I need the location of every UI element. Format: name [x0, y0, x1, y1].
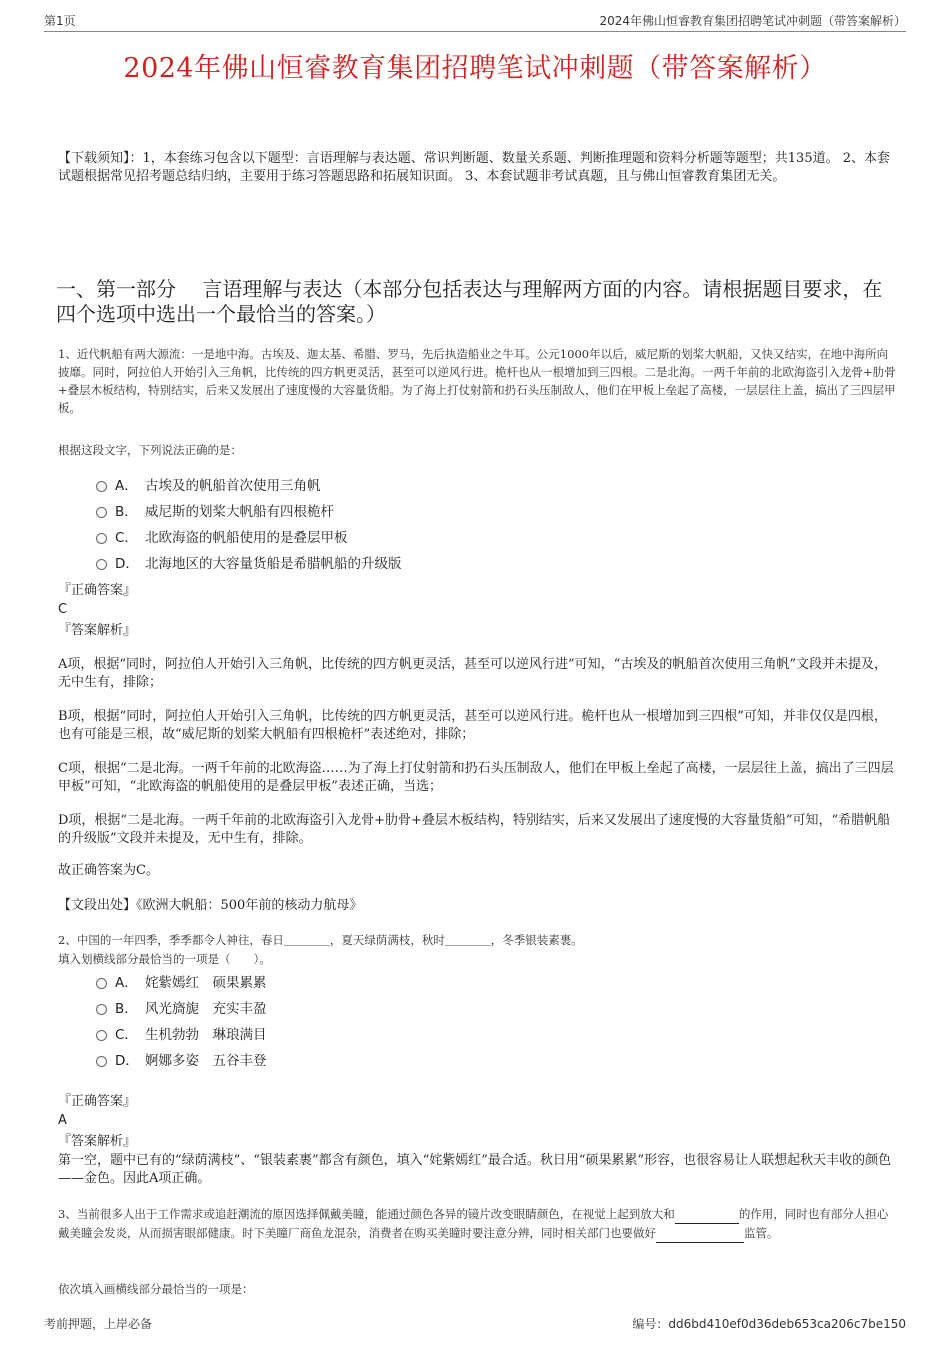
q2-option-b[interactable]: B． 风光旖旎 充实丰盈: [96, 999, 267, 1019]
question-3-stem: 3、当前很多人出于工作需求或追赶潮流的原因选择佩戴美瞳，能通过颜色各异的镜片改变眼睛颜色，在视觉上起到放大和 的作用，同时也有部分人担心戴美瞳会发炎，从而损害眼部健康。时下美瞳厂商鱼龙混杂，消费者在购买美瞳时要注意分辨，同时相关部门也要做好 监管。: [58, 1205, 898, 1243]
q1-analysis-a: A项，根据“同时，阿拉伯人开始引入三角帆，比传统的四方帆更灵活，甚至可以逆风行进”可知，“古埃及的帆船首次使用三角帆”文段并未提及，无中生有，排除；: [58, 657, 887, 690]
fill-blank[interactable]: [656, 1224, 744, 1243]
radio-icon[interactable]: [96, 481, 107, 492]
radio-icon[interactable]: [96, 533, 107, 544]
q2-answer-label: 『正确答案』: [58, 1094, 137, 1109]
q1-conclusion: 故正确答案为C。: [58, 863, 159, 878]
q1-option-c[interactable]: C． 北欧海盗的帆船使用的是叠层甲板: [96, 528, 348, 548]
question-3-prompt: 依次填入画横线部分最恰当的一项是：: [58, 1282, 254, 1296]
radio-icon[interactable]: [96, 1004, 107, 1015]
radio-icon[interactable]: [96, 978, 107, 989]
header-divider: [44, 31, 906, 32]
page-title: 2024年佛山恒睿教育集团招聘笔试冲刺题（带答案解析）: [123, 53, 827, 84]
q1-analysis-b: B项，根据“同时，阿拉伯人开始引入三角帆，比传统的四方帆更灵活，甚至可以逆风行进。桅杆也从一根增加到三四根”可知，并非仅仅是四根，也有可能是三根，故“威尼斯的划桨大帆船有四根桅杆”表述绝对，排除；: [58, 709, 887, 742]
radio-icon[interactable]: [96, 1056, 107, 1067]
footer-slogan: 考前押题，上岸必备: [44, 1317, 153, 1331]
radio-icon[interactable]: [96, 507, 107, 518]
fill-blank[interactable]: [675, 1205, 739, 1224]
q2-answer: A: [58, 1113, 67, 1128]
q1-source: 【文段出处】《欧洲大帆船：500年前的核动力航母》: [58, 898, 363, 913]
header-doc-title: 2024年佛山恒睿教育集团招聘笔试冲刺题（带答案解析）: [599, 14, 906, 28]
q1-option-b[interactable]: B． 威尼斯的划桨大帆船有四根桅杆: [96, 502, 334, 522]
q2-analysis: 第一空，题中已有的“绿荫满枝”、“银装素裹”都含有颜色，填入“姹紫嫣红”最合适。秋日用“硕果累累”形容，也很容易让人联想起秋天丰收的颜色——金色。因此A项正确。: [58, 1153, 892, 1186]
q2-option-a[interactable]: A． 姹紫嫣红 硕果累累: [96, 973, 267, 993]
q1-option-a[interactable]: A． 古埃及的帆船首次使用三角帆: [96, 476, 321, 496]
question-2-stem: 2、中国的一年四季，季季都令人神往，春日＿＿＿＿，夏天绿荫满枝，秋时＿＿＿＿，冬季银装素裹。: [58, 933, 583, 947]
page-number: 第1页: [44, 14, 76, 28]
section-heading: 一、第一部分 言语理解与表达（本部分包括表达与理解两方面的内容。请根据题目要求，在四个选项中选出一个最恰当的答案。）: [56, 277, 883, 326]
q2-option-d[interactable]: D． 婀娜多姿 五谷丰登: [96, 1051, 267, 1071]
q2-analysis-label: 『答案解析』: [58, 1134, 137, 1149]
q1-option-d[interactable]: D． 北海地区的大容量货船是希腊帆船的升级版: [96, 554, 402, 574]
q1-analysis-label: 『答案解析』: [58, 623, 137, 638]
question-2-prompt: 填入划横线部分最恰当的一项是（ ）。: [58, 952, 271, 966]
radio-icon[interactable]: [96, 1030, 107, 1041]
download-notice: 【下载须知】：1，本套练习包含以下题型：言语理解与表达题、常识判断题、数量关系题、判断推理题和资料分析题等题型；共135道。 2、本套试题根据常见招考题总结归纳，主要用于练习答题思路和拓展知识面。 3、本套试题非考试真题，且与佛山恒睿教育集团无关。: [58, 151, 890, 184]
q1-answer-label: 『正确答案』: [58, 583, 137, 598]
q2-option-c[interactable]: C． 生机勃勃 琳琅满目: [96, 1025, 267, 1045]
q1-answer: C: [58, 602, 68, 617]
question-1-prompt: 根据这段文字，下列说法正确的是：: [58, 443, 242, 457]
q1-analysis-d: D项，根据“二是北海。一两千年前的北欧海盗引入龙骨+肋骨+叠层木板结构，特别结实，后来又发展出了速度慢的大容量货船”可知，“希腊帆船的升级版”文段并未提及，无中生有，排除。: [58, 813, 891, 846]
q1-analysis-c: C项，根据“二是北海。一两千年前的北欧海盗……为了海上打仗射箭和扔石头压制敌人，他们在甲板上垒起了高楼，一层层往上盖，搞出了三四层甲板”可知，“北欧海盗的帆船使用的是叠层甲板”表述正确，当选；: [58, 761, 894, 794]
footer-code: 编号：dd6bd410ef0d36deb653ca206c7be150: [632, 1317, 906, 1331]
question-1-stem: 1、近代帆船有两大源流：一是地中海。古埃及、迦太基、希腊、罗马，先后执造船业之牛耳。公元1000年以后，威尼斯的划桨大帆船，又快又结实，在地中海所向披靡。同时，阿拉伯人开始引入三角帆，比传统的四方帆更灵活，甚至可以逆风行进。桅杆也从一根增加到三四根。二是北海。一两千年前的北欧海盗引入龙骨+肋骨+叠层木板结构，特别结实，后来又发展出了速度慢的大容量货船。为了海上打仗射箭和扔石头压制敌人，他们在甲板上垒起了高楼，一层层往上盖，搞出了三四层甲板。: [58, 347, 896, 415]
radio-icon[interactable]: [96, 559, 107, 570]
